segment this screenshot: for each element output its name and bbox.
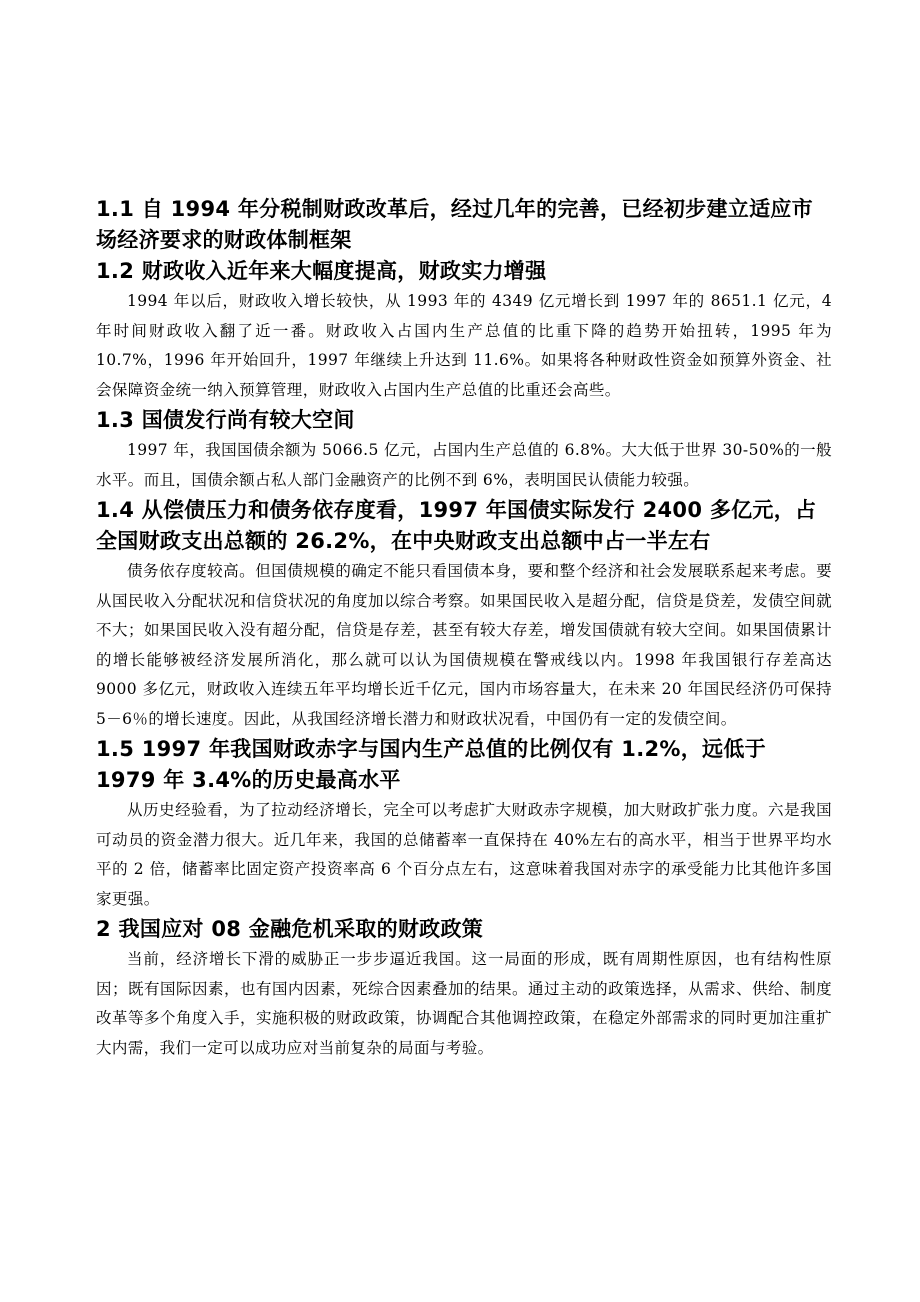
section-paragraph-1-2: 1994 年以后，财政收入增长较快，从 1993 年的 4349 亿元增长到 1997 年的 8651.1 亿元，4 年时间财政收入翻了近一番。财政收入占国内生产总值的比重下降的趋势开始扭转，1995 年为 10.7%，1996 年开始回升，1997 年继续上升达到 11.6%。如果将各种财政性资金如预算外资金、社会保障资金统一纳入预算管理，财政收入占国内生产总值的比重还会高些。 — [96, 292, 832, 399]
section-heading-1-4: 1.4 从偿债压力和债务依存度看，1997 年国债实际发行 2400 多亿元，占全国财政支出总额的 26.2%，在中央财政支出总额中占一半左右 — [96, 498, 817, 553]
section-heading-1-5: 1.5 1997 年我国财政赤字与国内生产总值的比例仅有 1.2%，远低于 1979 年 3.4%的历史最高水平 — [96, 737, 766, 792]
section-heading-2: 2 我国应对 08 金融危机采取的财政政策 — [96, 917, 484, 941]
section-paragraph-1-4: 债务依存度较高。但国债规模的确定不能只看国债本身，要和整个经济和社会发展联系起来考虑。要从国民收入分配状况和信贷状况的角度加以综合考察。如果国民收入是超分配，信贷是贷差，发债空间就不大；如果国民收入没有超分配，信贷是存差，甚至有较大存差，增发国债就有较大空间。如果国债累计的增长能够被经济发展所消化，那么就可以认为国债规模在警戒线以内。1998 年我国银行存差高达 9000 多亿元，财政收入连续五年平均增长近千亿元，国内市场容量大，在未来 20 年国民经济仍可保持 5－6％的增长速度。因此，从我国经济增长潜力和财政状况看，中国仍有一定的发债空间。 — [96, 562, 832, 728]
section-paragraph-1-3: 1997 年，我国国债余额为 5066.5 亿元，占国内生产总值的 6.8%。大大低于世界 30-50%的一般水平。而且，国债余额占私人部门金融资产的比例不到 6%，表明国民认债能力较强。 — [96, 441, 832, 489]
document-page — [96, 194, 832, 1063]
section-heading-1-2: 1.2 财政收入近年来大幅度提高，财政实力增强 — [96, 259, 547, 283]
section-paragraph-1-5: 从历史经验看，为了拉动经济增长，完全可以考虑扩大财政赤字规模，加大财政扩张力度。六是我国可动员的资金潜力很大。近几年来，我国的总储蓄率一直保持在 40%左右的高水平，相当于世界平均水平的 2 倍，储蓄率比固定资产投资率高 6 个百分点左右，这意味着我国对赤字的承受能力比其他许多国家更强。 — [96, 801, 832, 908]
section-paragraph-2: 当前，经济增长下滑的威胁正一步步逼近我国。这一局面的形成，既有周期性原因，也有结构性原因；既有国际因素，也有国内因素，死综合因素叠加的结果。通过主动的政策选择，从需求、供给、制度改革等多个角度入手，实施积极的财政政策，协调配合其他调控政策，在稳定外部需求的同时更加注重扩大内需，我们一定可以成功应对当前复杂的局面与考验。 — [96, 950, 832, 1057]
section-heading-1-1: 1.1 自 1994 年分税制财政改革后，经过几年的完善，已经初步建立适应市场经济要求的财政体制框架 — [96, 197, 813, 252]
section-heading-1-3: 1.3 国债发行尚有较大空间 — [96, 408, 355, 432]
